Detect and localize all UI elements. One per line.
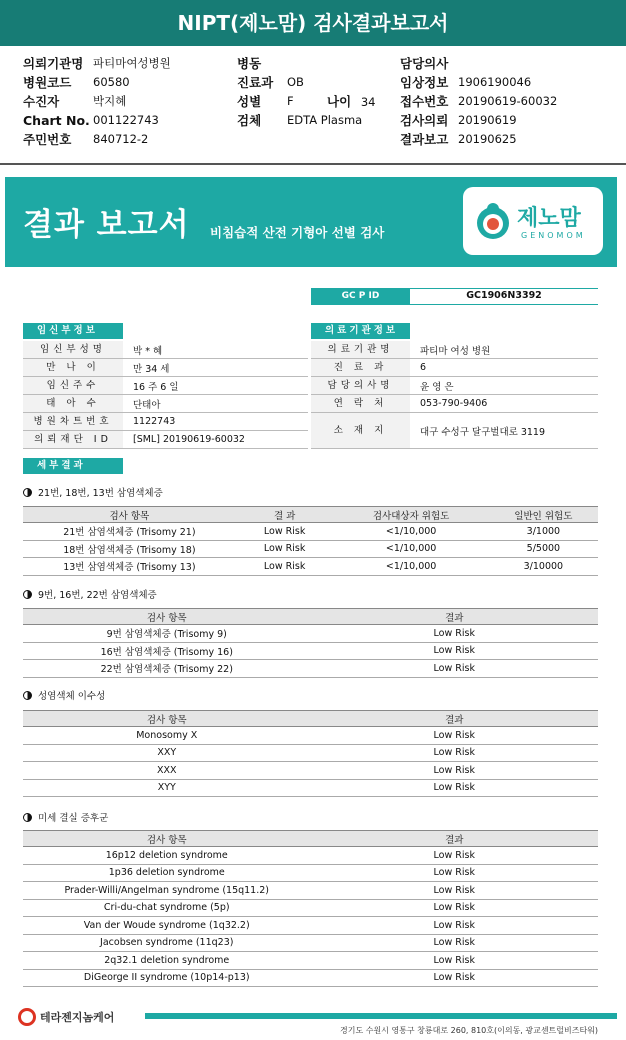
- info-label: 검사의뢰: [400, 113, 449, 128]
- half-circle-icon: [23, 590, 32, 599]
- kv-row: [311, 377, 598, 395]
- info-value: OB: [287, 75, 304, 89]
- kv-row: [311, 359, 598, 377]
- institution-info-table: [311, 341, 598, 449]
- column-header: 검사 항목: [23, 507, 236, 523]
- result-table: [23, 506, 598, 576]
- genomom-logo-icon: [473, 201, 513, 241]
- kv-value: [SML] 20190619-60032: [133, 434, 245, 445]
- info-value: 20190619: [458, 113, 517, 127]
- report-title: NIPT(제노맘) 검사결과보고서: [177, 11, 449, 35]
- institution-info-tag: 의료기관정보: [311, 323, 410, 339]
- kv-row: [23, 377, 308, 395]
- table-cell: 16p12 deletion syndrome: [23, 847, 311, 865]
- table-cell: Low Risk: [311, 952, 599, 970]
- kv-row: [23, 359, 308, 377]
- kv-key: 진 료 과: [311, 359, 410, 376]
- info-label: 결과보고: [400, 132, 449, 147]
- info-value: 001122743: [93, 113, 159, 127]
- kv-row: [23, 413, 308, 431]
- table-cell: Monosomy X: [23, 727, 311, 745]
- table-row: [23, 899, 598, 917]
- table-row: [23, 952, 598, 970]
- table-cell: 13번 삼염색체증 (Trisomy 13): [23, 558, 236, 576]
- kv-row: [23, 395, 308, 413]
- kv-row: [311, 395, 598, 413]
- table-cell: Low Risk: [311, 762, 599, 780]
- table-cell: 21번 삼염색체증 (Trisomy 21): [23, 523, 236, 541]
- genomom-logo: [463, 187, 603, 255]
- info-label: 담당의사: [400, 56, 449, 71]
- info-row: [400, 111, 557, 130]
- patient-info-column: [23, 54, 171, 149]
- company-name: 테라젠지놈케어: [40, 1011, 115, 1024]
- half-circle-icon: [23, 488, 32, 497]
- kv-key: 임신부성명: [23, 341, 123, 358]
- table-row: [23, 762, 598, 780]
- banner-subtitle: 비침습적 산전 기형아 선별 검사: [210, 225, 385, 240]
- kv-value: 박 * 혜: [133, 345, 163, 357]
- table-cell: Low Risk: [311, 744, 599, 762]
- header-divider: [0, 163, 626, 165]
- table-row: [23, 558, 598, 576]
- table-cell: Low Risk: [311, 642, 599, 660]
- kv-value: 6: [420, 362, 427, 373]
- section-title: 9번, 16번, 22번 삼염색체증: [38, 590, 157, 601]
- table-row: [23, 727, 598, 745]
- info-value: 파티마여성병원: [93, 56, 171, 70]
- kv-key: 연 락 처: [311, 395, 410, 412]
- kv-key: 만 나 이: [23, 359, 123, 376]
- info-label: 진료과: [237, 75, 274, 90]
- table-header-row: [23, 831, 598, 847]
- info-row: [237, 54, 362, 73]
- table-cell: Van der Woude syndrome (1q32.2): [23, 917, 311, 935]
- table-cell: Low Risk: [311, 882, 599, 900]
- table-cell: 16번 삼염색체증 (Trisomy 16): [23, 642, 311, 660]
- table-row: [23, 642, 598, 660]
- column-header: 일반인 위험도: [489, 507, 598, 523]
- detail-result-tag: 세부결과: [23, 458, 123, 474]
- kv-key: 소 재 지: [311, 413, 410, 448]
- table-row: [23, 934, 598, 952]
- result-table: [23, 608, 598, 678]
- column-header: 검사 항목: [23, 831, 311, 847]
- table-cell: Low Risk: [311, 864, 599, 882]
- table-cell: 2q32.1 deletion syndrome: [23, 952, 311, 970]
- kv-value: 1122743: [133, 416, 176, 427]
- half-circle-icon: [23, 691, 32, 700]
- info-value: EDTA Plasma: [287, 113, 363, 127]
- table-row: [23, 779, 598, 797]
- kv-value: 대구 수성구 달구벌대로 3119: [420, 426, 546, 438]
- column-header: 검사 항목: [23, 711, 311, 727]
- banner-title: 결과 보고서: [23, 207, 190, 243]
- info-value: 20190619-60032: [458, 94, 558, 108]
- info-row: [400, 92, 557, 111]
- section-heading: [23, 587, 157, 601]
- table-cell: XYY: [23, 779, 311, 797]
- kv-value: 16 주 6 일: [133, 381, 179, 393]
- section-heading: [23, 485, 163, 499]
- section-heading: [23, 688, 105, 702]
- column-header: 검사대상자 위험도: [334, 507, 489, 523]
- table-row: [23, 864, 598, 882]
- kv-row: [23, 431, 308, 449]
- kv-row: [23, 341, 308, 359]
- info-label: 검체: [237, 113, 262, 128]
- info-row: [23, 54, 171, 73]
- table-cell: 9번 삼염색체증 (Trisomy 9): [23, 625, 311, 643]
- info-label: 주민번호: [23, 132, 72, 147]
- kv-key: 의뢰재단 ID: [23, 431, 123, 448]
- table-cell: Low Risk: [236, 523, 334, 541]
- table-cell: 5/5000: [489, 540, 598, 558]
- info-row: [237, 111, 362, 130]
- age-value: 34: [360, 95, 376, 109]
- table-cell: Low Risk: [236, 540, 334, 558]
- table-header-row: [23, 507, 598, 523]
- table-row: [23, 969, 598, 987]
- kv-key: 병원차트번호: [23, 413, 123, 430]
- table-cell: 3/1000: [489, 523, 598, 541]
- table-row: [23, 847, 598, 865]
- age-field: [327, 92, 375, 112]
- kv-key: 담당의사명: [311, 377, 410, 394]
- info-label: 의뢰기관명: [23, 56, 84, 71]
- table-cell: Low Risk: [311, 779, 599, 797]
- table-row: [23, 523, 598, 541]
- info-row: [23, 111, 171, 130]
- table-row: [23, 625, 598, 643]
- result-table: [23, 710, 598, 797]
- info-row: [400, 73, 557, 92]
- company-address: 경기도 수원시 영통구 창룡대로 260, 810호(이의동, 광교센트럴비즈타워): [340, 1026, 599, 1035]
- table-cell: Low Risk: [236, 558, 334, 576]
- section-title: 21번, 18번, 13번 삼염색체증: [38, 488, 163, 499]
- column-header: 검사 항목: [23, 609, 311, 625]
- company-logo: [18, 1008, 114, 1026]
- half-circle-icon: [23, 813, 32, 822]
- table-cell: Cri-du-chat syndrome (5p): [23, 899, 311, 917]
- table-row: [23, 744, 598, 762]
- report-title-bar: [0, 0, 626, 46]
- info-label: 병동: [237, 56, 262, 71]
- section-heading: [23, 810, 108, 824]
- table-cell: XXX: [23, 762, 311, 780]
- logo-subtext: GENOMOM: [521, 231, 586, 240]
- info-label: Chart No.: [23, 113, 90, 128]
- info-row: [23, 130, 171, 149]
- table-cell: DiGeorge II syndrome (10p14-p13): [23, 969, 311, 987]
- table-cell: XXY: [23, 744, 311, 762]
- table-cell: 22번 삼염색체증 (Trisomy 22): [23, 660, 311, 678]
- table-cell: 18번 삼염색체증 (Trisomy 18): [23, 540, 236, 558]
- table-row: [23, 660, 598, 678]
- info-row: [237, 73, 362, 92]
- info-row: [400, 130, 557, 149]
- table-cell: <1/10,000: [334, 540, 489, 558]
- table-row: [23, 540, 598, 558]
- kv-key: 임신주수: [23, 377, 123, 394]
- table-cell: Jacobsen syndrome (11q23): [23, 934, 311, 952]
- info-value: F: [287, 94, 294, 108]
- table-cell: <1/10,000: [334, 558, 489, 576]
- table-cell: Low Risk: [311, 727, 599, 745]
- result-banner: [5, 177, 617, 267]
- table-cell: Low Risk: [311, 969, 599, 987]
- gcp-id-label: GC P ID: [311, 288, 410, 305]
- table-row: [23, 882, 598, 900]
- info-value: 박지혜: [93, 94, 127, 108]
- gcp-id-value: GC1906N3392: [410, 288, 598, 305]
- column-header: 결과: [311, 831, 599, 847]
- company-logo-icon: [18, 1008, 36, 1026]
- column-header: 결과: [311, 711, 599, 727]
- info-row: [23, 73, 171, 92]
- table-cell: Low Risk: [311, 934, 599, 952]
- info-row: [23, 92, 171, 111]
- info-value: 20190625: [458, 132, 517, 146]
- table-cell: Low Risk: [311, 899, 599, 917]
- footer-bar: [145, 1013, 617, 1019]
- table-cell: Low Risk: [311, 917, 599, 935]
- kv-key: 태 아 수: [23, 395, 123, 412]
- result-table: [23, 830, 598, 987]
- table-cell: 3/10000: [489, 558, 598, 576]
- table-header-row: [23, 609, 598, 625]
- table-cell: Low Risk: [311, 660, 599, 678]
- clinical-info-column: [400, 54, 557, 149]
- table-row: [23, 917, 598, 935]
- table-cell: <1/10,000: [334, 523, 489, 541]
- table-cell: 1p36 deletion syndrome: [23, 864, 311, 882]
- table-cell: Prader-Willi/Angelman syndrome (15q11.2): [23, 882, 311, 900]
- table-cell: Low Risk: [311, 847, 599, 865]
- kv-value: 만 34 세: [133, 363, 170, 375]
- info-label: 성별: [237, 94, 262, 109]
- info-label: 병원코드: [23, 75, 72, 90]
- info-label: 수진자: [23, 94, 60, 109]
- kv-value: 파티마 여성 병원: [420, 345, 491, 357]
- info-value: 60580: [93, 75, 130, 89]
- section-title: 성염색체 이수성: [38, 691, 106, 702]
- info-value: 1906190046: [458, 75, 532, 89]
- info-value: 840712-2: [93, 132, 149, 146]
- logo-text: 제노맘: [517, 206, 581, 231]
- table-cell: Low Risk: [311, 625, 599, 643]
- kv-key: 의료기관명: [311, 341, 410, 358]
- kv-row: [311, 341, 598, 359]
- kv-value: 단태아: [133, 399, 161, 411]
- kv-value: 053-790-9406: [420, 398, 488, 409]
- section-title: 미세 결실 증후군: [38, 813, 109, 824]
- pregnant-info-tag: 임신부정보: [23, 323, 123, 339]
- age-label: 나이: [327, 94, 352, 109]
- column-header: 결 과: [236, 507, 334, 523]
- info-label: 접수번호: [400, 94, 449, 109]
- kv-value: 윤 영 은: [420, 381, 454, 393]
- info-label: 임상정보: [400, 75, 449, 90]
- info-row: [400, 54, 557, 73]
- column-header: 결과: [311, 609, 599, 625]
- kv-row: [311, 413, 598, 449]
- table-header-row: [23, 711, 598, 727]
- pregnant-info-table: [23, 341, 308, 449]
